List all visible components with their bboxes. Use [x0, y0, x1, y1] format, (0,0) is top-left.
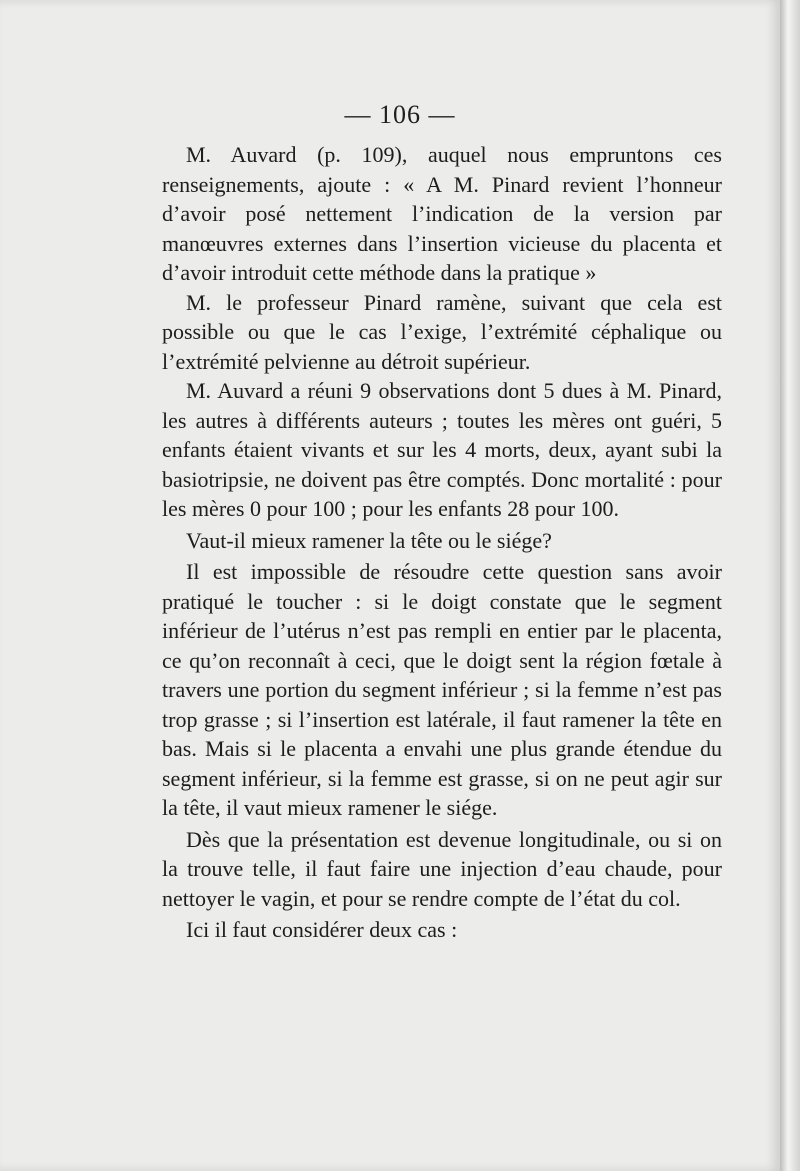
paragraph-1: M. Auvard (p. 109), auquel nous empruntons ces renseignements, ajoute : « A M. Pinard revient l’honneur d’avoir posé nettement l’indication de la version par manœuvres externes dans l’insertion vicieuse du placenta et d’avoir introduit cette méthode dans la pratique »	[162, 142, 722, 285]
page-number: — 106 —	[344, 100, 456, 129]
paragraph-4: Vaut-il mieux ramener la tête ou le siége?	[186, 527, 552, 553]
paragraph-3: M. Auvard a réuni 9 observations dont 5 dues à M. Pinard, les autres à différents auteurs ; toutes les mères ont guéri, 5 enfants étaient vivants et sur les 4 morts, deux, ayant subi la basiotripsie, ne doivent pas être comptés. Donc mortalité : pour les mères 0 pour 100 ; pour les enfants 28 pour 100.	[162, 378, 722, 521]
body-text	[162, 140, 722, 945]
page-edge	[780, 0, 800, 1171]
paragraph-7: Ici il faut considérer deux cas :	[186, 917, 458, 942]
paragraph-6: Dès que la présentation est devenue longitudinale, ou si on la trouve telle, il faut faire une injection d’eau chaude, pour nettoyer le vagin, et pour se rendre compte de l’état du col.	[162, 826, 722, 911]
paragraph-2: M. le professeur Pinard ramène, suivant que cela est possible ou que le cas l’exige, l’extrémité céphalique ou l’extrémité pelvienne au détroit supérieur.	[162, 289, 722, 374]
paragraph-5: Il est impossible de résoudre cette question sans avoir pratiqué le toucher : si le doigt constate que le segment inférieur de l’utérus n’est pas rempli en entier par le placenta, ce qu’on reconnaît à ceci, que le doigt sent la région fœtale à travers une portion du segment inférieur ; si la femme n’est pas trop grasse ; si l’insertion est latérale, il faut ramener la tête en bas. Mais si le placenta a envahi une plus grande étendue du segment inférieur, si la femme est grasse, si on ne peut agir sur la tête, il vaut mieux ramener le siége.	[162, 559, 722, 820]
